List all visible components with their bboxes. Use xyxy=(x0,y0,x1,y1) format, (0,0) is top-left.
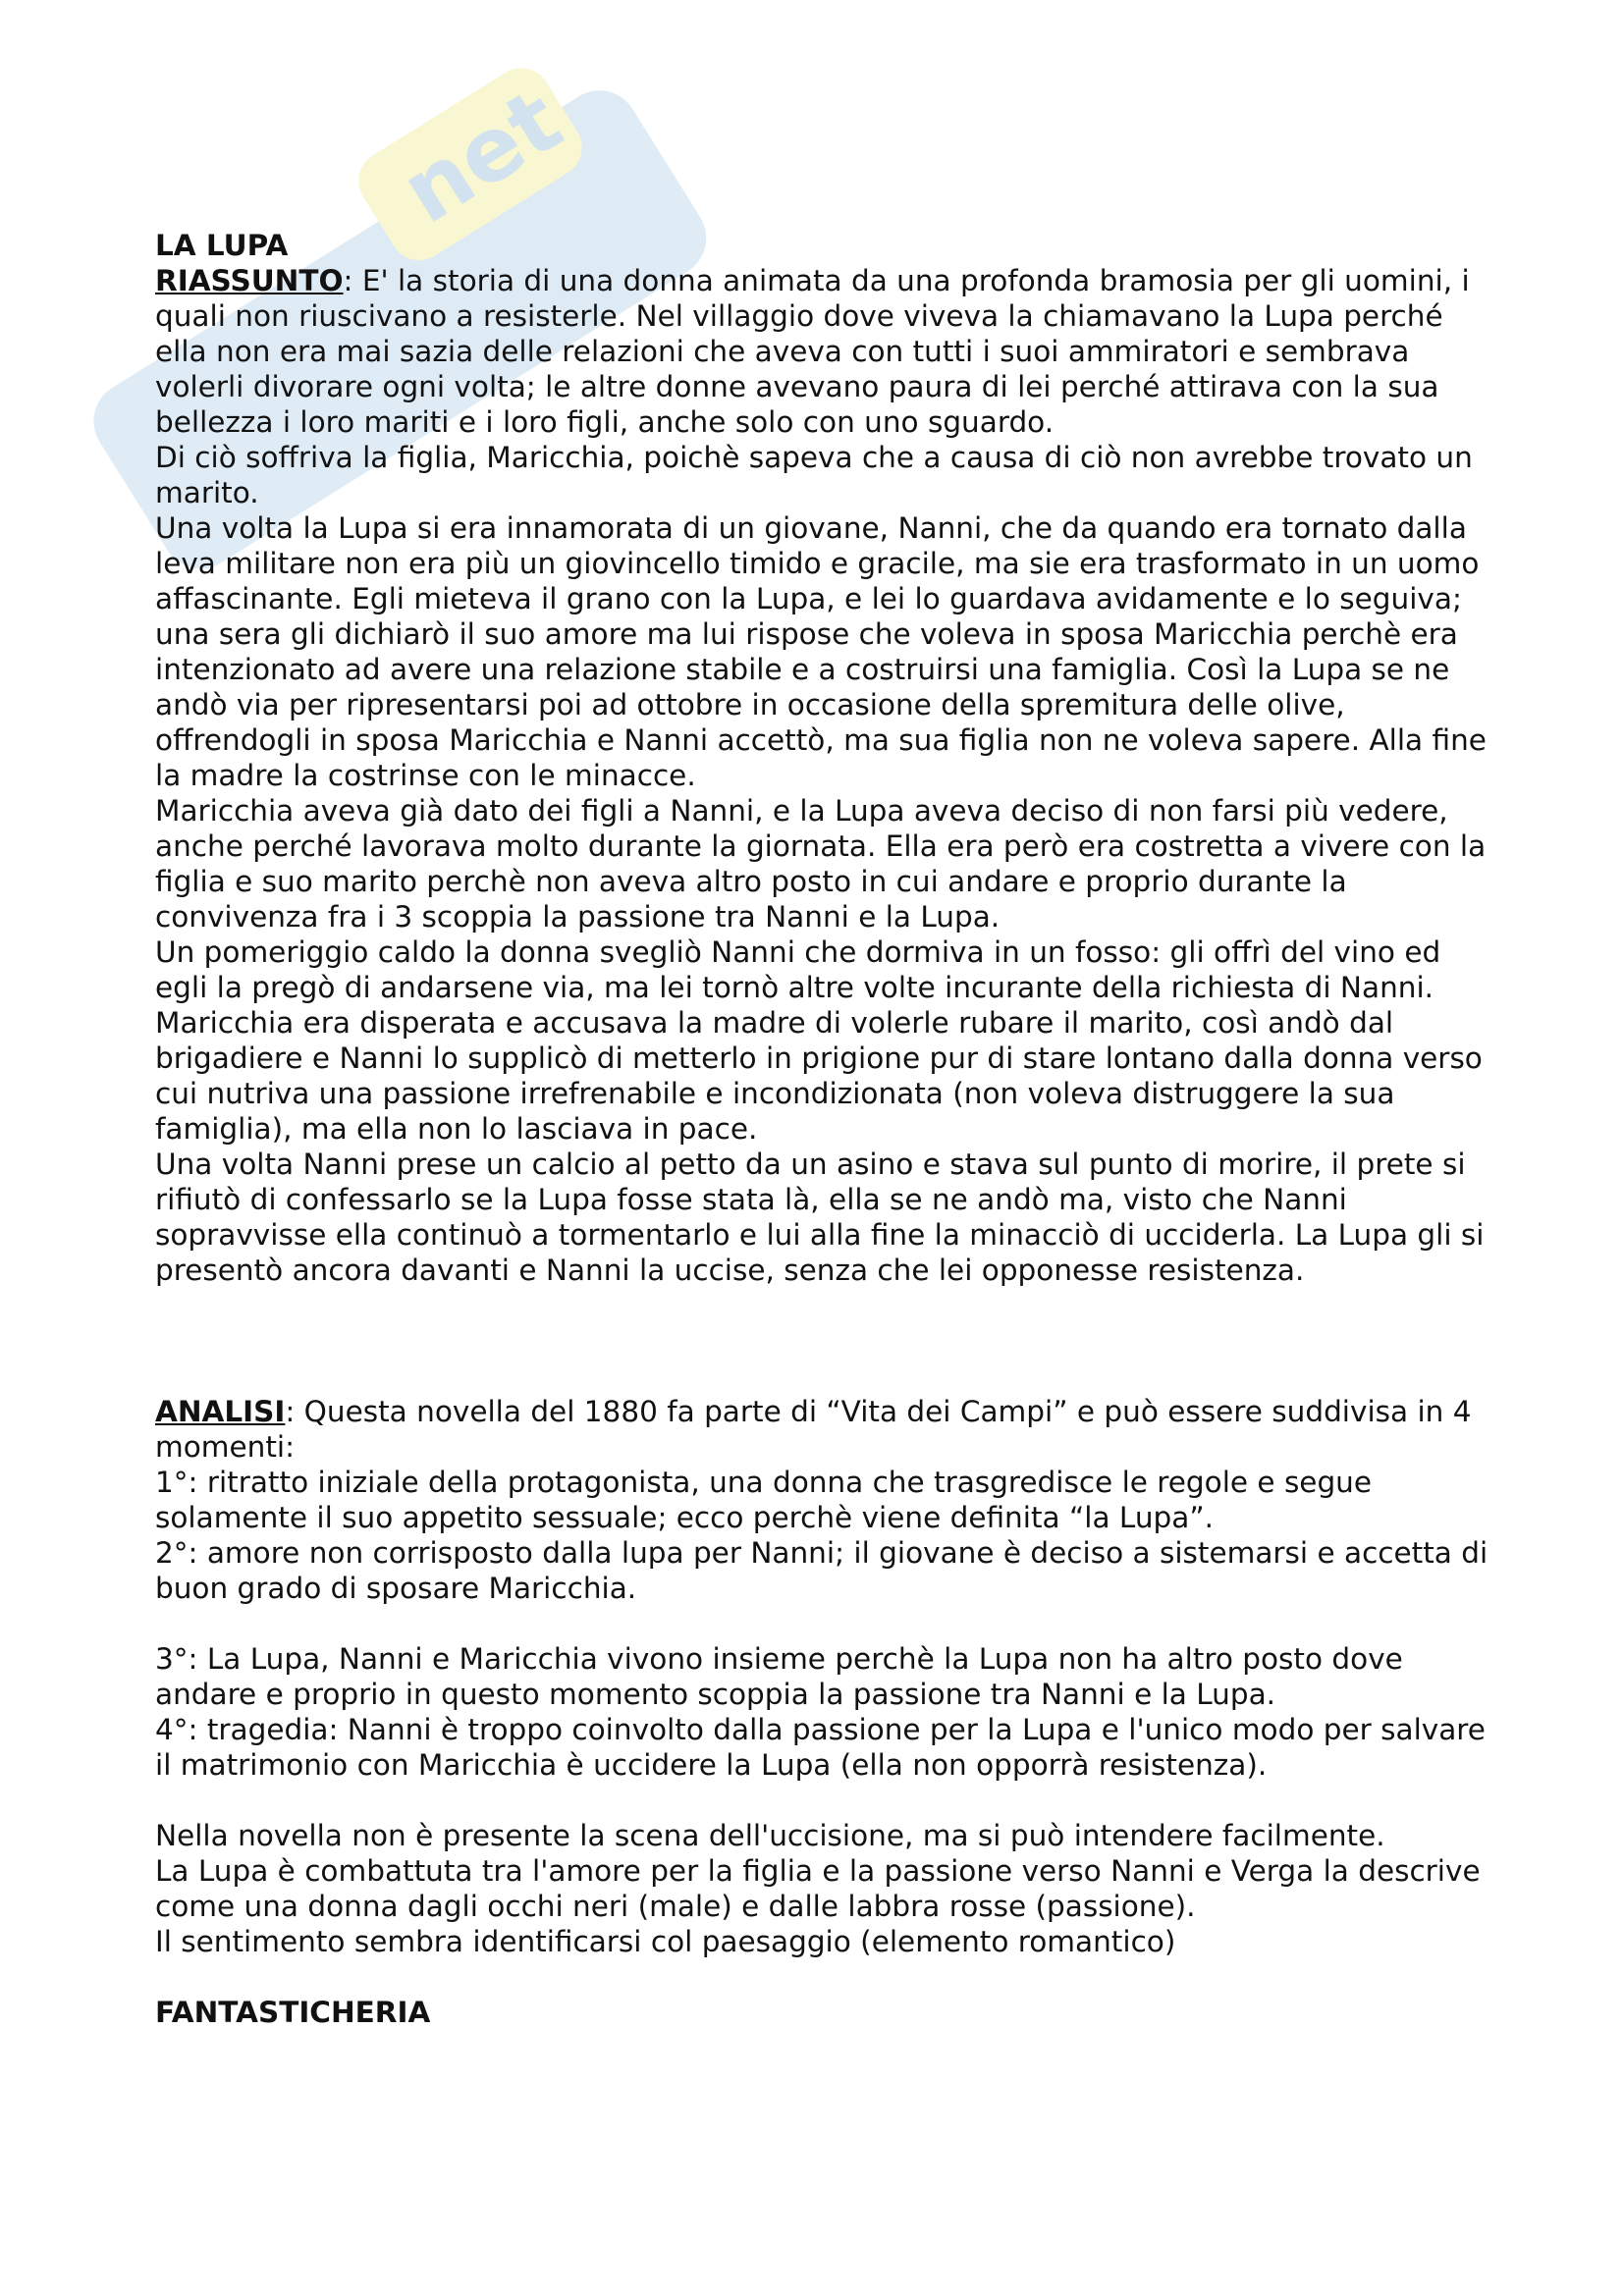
watermark-text: net xyxy=(384,69,579,244)
paragraph-spacer xyxy=(155,1606,1490,1641)
document-page xyxy=(155,228,1490,2030)
riassunto-paragraph: Una volta la Lupa si era innamorata di un giovane, Nanni, che da quando era tornato dalla leva militare non era più un giovincello timido e gracile, ma sie era trasformato in un uomo affascinante. Egli mieteva il grano con la Lupa, e lei lo guardava avidamente e lo seguiva; una sera gli dichiarò il suo amore ma lui rispose che voleva in sposa Maricchia perchè era intenzionato ad avere una relazione stabile e a costruirsi una famiglia. Così la Lupa se ne andò via per ripresentarsi poi ad ottobre in occasione della spremitura delle olive, offrendogli in sposa Maricchia e Nanni accettò, ma sua figlia non ne voleva sapere. Alla fine la madre la costrinse con le minacce. xyxy=(155,511,1487,792)
paragraph-spacer xyxy=(155,1959,1490,1995)
riassunto-paragraph: Un pomeriggio caldo la donna svegliò Nanni che dormiva in un fosso: gli offrì del vino ed egli la pregò di andarsene via, ma lei tornò altre volte incurante della richiesta di Nanni. xyxy=(155,935,1441,1004)
riassunto-paragraph: Maricchia aveva già dato dei figli a Nanni, e la Lupa aveva deciso di non farsi più vedere, anche perché lavorava molto durante la giornata. Ella era però era costretta a vivere con la figlia e suo marito perchè non aveva altro posto in cui andare e proprio durante la convivenza fra i 3 scoppia la passione tra Nanni e la Lupa. xyxy=(155,794,1487,934)
analisi-closing-3: Il sentimento sembra identificarsi col paesaggio (elemento romantico) xyxy=(155,1925,1176,1958)
riassunto-paragraph: Una volta Nanni prese un calcio al petto da un asino e stava sul punto di morire, il prete si rifiutò di confessarlo se la Lupa fosse stata là, ella se ne andò ma, visto che Nanni sopravvisse ella continuò a tormentarlo e lui alla fine la minacciò di ucciderla. La Lupa gli si presentò ancora davanti e Nanni la uccise, senza che lei opponesse resistenza. xyxy=(155,1148,1485,1287)
analisi-closing-2: La Lupa è combattuta tra l'amore per la figlia e la passione verso Nanni e Verga la descrive come una donna dagli occhi neri (male) e dalle labbra rosse (passione). xyxy=(155,1854,1481,1923)
section-spacer xyxy=(155,1288,1490,1394)
next-section-title: FANTASTICHERIA xyxy=(155,1996,431,2029)
paragraph-spacer xyxy=(155,1783,1490,1818)
analisi-intro-text: : Questa novella del 1880 fa parte di “Vita dei Campi” e può essere suddivisa in 4 momenti: xyxy=(155,1395,1472,1464)
page-title: LA LUPA xyxy=(155,229,289,262)
riassunto-text-0: : E' la storia di una donna animata da una profonda bramosia per gli uomini, i quali non riuscivano a resisterle. Nel villaggio dove viveva la chiamavano la Lupa perché ella non era mai sazia delle relazioni che aveva con tutti i suoi ammiratori e sembrava volerli divorare ogni volta; le altre donne avevano paura di lei perché attirava con la sua bellezza i loro mariti e i loro figli, anche solo con uno sguardo. xyxy=(155,264,1470,439)
analisi-moment-1: 1°: ritratto iniziale della protagonista, una donna che trasgredisce le regole e segue solamente il suo appetito sessuale; ecco perchè viene definita “la Lupa”. xyxy=(155,1466,1373,1534)
analisi-intro xyxy=(155,1394,1490,1465)
analisi-moment-4: 4°: tragedia: Nanni è troppo coinvolto dalla passione per la Lupa e l'unico modo per salvare il matrimonio con Maricchia è uccidere la Lupa (ella non opporrà resistenza). xyxy=(155,1713,1486,1782)
analisi-moment-3: 3°: La Lupa, Nanni e Maricchia vivono insieme perchè la Lupa non ha altro posto dove andare e proprio in questo momento scoppia la passione tra Nanni e la Lupa. xyxy=(155,1642,1403,1711)
analisi-label: ANALISI xyxy=(155,1395,286,1428)
riassunto-intro xyxy=(155,263,1490,440)
riassunto-paragraph: Di ciò soffriva la figlia, Maricchia, poichè sapeva che a causa di ciò non avrebbe trovato un marito. xyxy=(155,441,1473,509)
analisi-moment-2: 2°: amore non corrisposto dalla lupa per Nanni; il giovane è deciso a sistemarsi e accetta di buon grado di sposare Maricchia. xyxy=(155,1536,1488,1605)
analisi-closing-1: Nella novella non è presente la scena dell'uccisione, ma si può intendere facilmente. xyxy=(155,1819,1385,1852)
riassunto-paragraph: Maricchia era disperata e accusava la madre di volerle rubare il marito, così andò dal brigadiere e Nanni lo supplicò di metterlo in prigione pur di stare lontano dalla donna verso cui nutriva una passione irrefrenabile e incondizionata (non voleva distruggere la sua famiglia), ma ella non lo lasciava in pace. xyxy=(155,1006,1483,1146)
riassunto-label: RIASSUNTO xyxy=(155,264,344,297)
